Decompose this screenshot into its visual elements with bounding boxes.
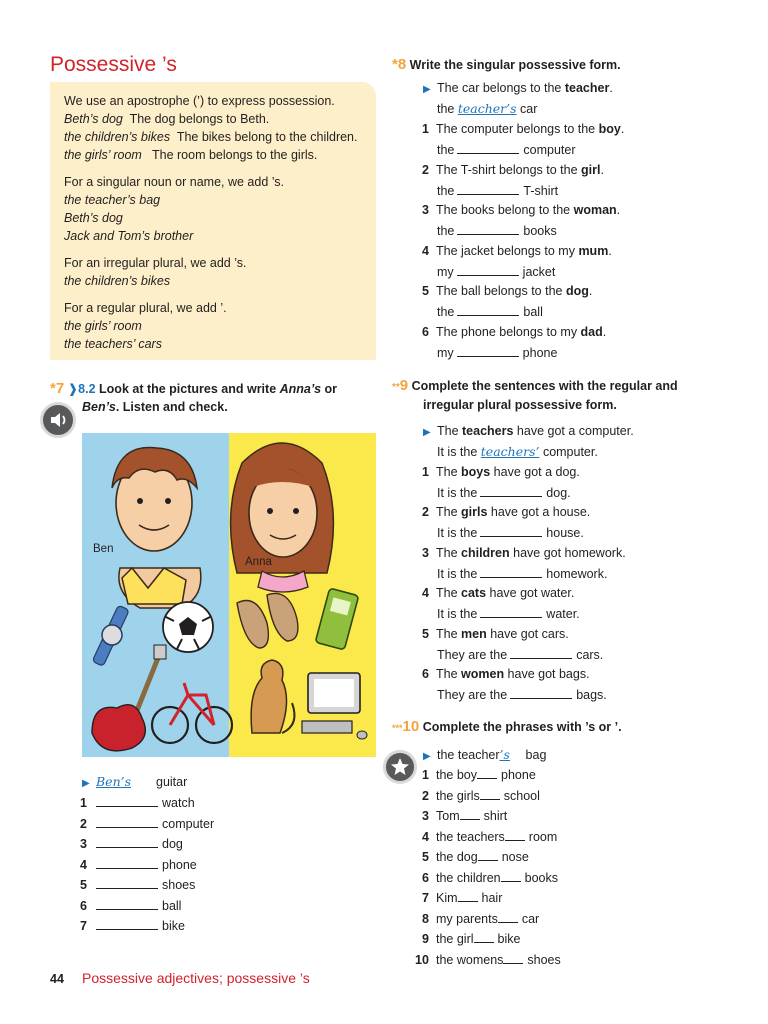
ex7-answer-blank[interactable]	[96, 816, 158, 828]
item-number: 3	[80, 837, 87, 851]
ex9-noun: children	[461, 545, 510, 560]
item-number: 1	[422, 768, 429, 782]
ex9-answer-blank[interactable]	[480, 606, 542, 618]
rule-line	[64, 110, 368, 128]
ex8-answer-blank[interactable]	[457, 264, 519, 276]
ex8-noun: girl	[581, 162, 601, 177]
item-number: 5	[422, 284, 429, 298]
rule-example: Jack and Tom’s brother	[64, 229, 194, 243]
ex7-instruction-a: Look at the pictures and write	[99, 382, 280, 396]
rule-text: We use an apostrophe (’) to express possession.	[64, 94, 335, 108]
rule-line	[64, 335, 368, 353]
ex7-example-row	[82, 774, 187, 789]
ex7-item-word: shoes	[162, 878, 196, 892]
ex7-example-answer: Ben’s	[96, 774, 132, 789]
ex9-instruction-1: Complete the sentences with the regular and	[411, 379, 678, 393]
ex8-det: the	[437, 224, 455, 238]
ex8-obj: ball	[523, 305, 543, 319]
ex10-number: 10	[402, 718, 420, 735]
ex9-answer-row	[437, 485, 571, 500]
ben-picture	[112, 448, 201, 609]
ex10-answer-blank[interactable]	[501, 870, 521, 882]
ex8-answer-row	[437, 264, 555, 279]
ex9-obj: homework.	[546, 566, 608, 581]
ex9-lead: It is the	[437, 607, 478, 621]
ex7-item	[80, 795, 195, 810]
ex10-example-row	[423, 747, 546, 762]
ex8-item	[422, 325, 606, 339]
item-number: 6	[80, 898, 87, 913]
item-number: 4	[422, 586, 429, 600]
rule-line	[64, 299, 368, 317]
ex10-answer-blank[interactable]	[477, 767, 497, 779]
item-number: 2	[422, 788, 429, 803]
item-number: 2	[422, 162, 429, 177]
ex7-star: *	[50, 380, 56, 397]
ex8-item	[422, 163, 604, 177]
ex7-item-word: ball	[162, 898, 182, 913]
ex9-example-row	[423, 424, 634, 438]
rule-line	[64, 317, 368, 335]
ex8-noun: dad	[580, 324, 603, 339]
ex9-post: have got water.	[486, 586, 575, 600]
ex10-item	[422, 808, 507, 823]
item-number: 6	[422, 667, 429, 681]
ex10-answer-blank[interactable]	[480, 788, 500, 800]
ex8-answer-blank[interactable]	[457, 345, 519, 357]
ex10-pre: the children	[436, 870, 501, 885]
ex9-answer-row	[437, 525, 584, 540]
rule-explanation: The dog belongs to Beth.	[122, 112, 270, 126]
ex9-item	[422, 586, 574, 600]
ex8-stop: .	[602, 324, 607, 339]
rule-explanation: The room belongs to the girls.	[141, 148, 318, 162]
ex9-instruction-2: irregular plural possessive form.	[423, 398, 617, 412]
ex7-item	[80, 918, 185, 933]
item-number: 10	[415, 952, 429, 967]
ex10-post: hair	[481, 891, 503, 905]
ex9-lead: It is the	[437, 485, 478, 500]
ex10-answer-blank[interactable]	[460, 808, 480, 820]
rule-explanation: The bikes belong to the children.	[170, 130, 358, 144]
ex9-noun: cats	[461, 586, 487, 600]
ex9-post: have got homework.	[509, 545, 626, 560]
ex7-item	[80, 816, 214, 831]
rule-line	[64, 209, 368, 227]
ex10-post: school	[503, 788, 540, 803]
ex8-obj: computer	[523, 143, 576, 157]
ex8-item	[422, 244, 612, 258]
ex9-example-answer: teachers’	[480, 444, 540, 459]
ex9-example-noun: teachers	[462, 424, 514, 438]
ex9-item	[422, 546, 626, 560]
ex9-pre: The	[436, 667, 462, 681]
ex10-example-post: bag	[525, 748, 547, 762]
ex8-example-det: the	[437, 102, 458, 116]
audio-track-icon: ❱	[67, 382, 79, 396]
ex9-lead: They are the	[437, 688, 508, 702]
ex8-sentence: The T-shirt belongs to the	[436, 162, 581, 177]
rule-example: the children’s bikes	[64, 274, 171, 288]
rule-text: For a regular plural, we add ’.	[64, 301, 227, 315]
ex10-item	[422, 911, 539, 926]
ex9-pre: The	[436, 505, 462, 519]
ex10-item	[422, 870, 558, 885]
ex8-example-obj: car	[516, 102, 538, 116]
ex8-noun: mum	[578, 243, 609, 258]
ex8-stop: .	[588, 284, 593, 298]
ex8-sentence: The phone belongs to my	[436, 324, 581, 339]
ex9-obj: water.	[546, 607, 580, 621]
item-number: 6	[422, 870, 429, 885]
ex8-stop: .	[620, 122, 625, 136]
example-arrow-icon: ▶	[423, 427, 431, 438]
ex10-item	[422, 890, 502, 905]
item-number: 5	[422, 626, 429, 641]
rule-example: the teacher’s bag	[64, 193, 161, 207]
ex8-det: the	[437, 305, 455, 319]
item-number: 9	[422, 932, 429, 946]
ex9-stars: **	[392, 382, 400, 393]
ex10-item	[422, 767, 536, 782]
example-arrow-icon: ▶	[423, 751, 431, 762]
ex8-stop: .	[600, 162, 604, 177]
ex9-obj: house.	[546, 526, 584, 540]
ex8-answer-blank[interactable]	[457, 183, 519, 195]
rule-line	[64, 128, 368, 146]
ex8-det: the	[437, 143, 455, 157]
ex10-answer-blank[interactable]	[478, 849, 498, 861]
ex9-pre: The	[436, 545, 462, 560]
ex8-example-row	[423, 81, 613, 95]
ex9-example-lead: It is the	[437, 445, 481, 459]
ex10-pre: the girls	[436, 788, 480, 803]
ex10-post: books	[524, 870, 558, 885]
rule-text: For an irregular plural, we add ’s.	[64, 256, 247, 270]
ex7-number: 7	[55, 380, 65, 397]
ex7-example-word: guitar	[156, 775, 188, 789]
ex9-post: have got a dog.	[490, 464, 580, 479]
ex10-answer-blank[interactable]	[498, 911, 518, 923]
ex10-pre: the boy	[436, 768, 478, 782]
ex9-post: have got cars.	[486, 626, 569, 641]
ex9-heading	[392, 377, 678, 397]
ball-picture	[163, 602, 213, 652]
ex8-answer-blank[interactable]	[457, 142, 519, 154]
item-number: 2	[422, 505, 429, 519]
rule-example: Beth’s dog	[64, 112, 123, 126]
star-icon	[386, 753, 414, 781]
ex8-item	[422, 122, 624, 136]
ex9-answer-blank[interactable]	[510, 687, 572, 699]
ex7-heading	[50, 380, 337, 398]
ex10-stars: ***	[392, 723, 403, 733]
ex10-pre: the dog	[436, 850, 478, 864]
ex9-post: have got a house.	[487, 505, 591, 519]
ex8-noun: boy	[598, 122, 621, 136]
rule-example: the children’s bikes	[64, 130, 171, 144]
ex8-answer-row	[437, 183, 558, 198]
ex7-anna: Anna’s	[279, 382, 322, 396]
ex9-lead: They are the	[437, 647, 508, 662]
ex7-answer-blank[interactable]	[96, 857, 158, 869]
ex9-item	[422, 465, 580, 479]
ex8-instruction: Write the singular possessive form.	[409, 58, 621, 72]
ex8-item	[422, 284, 592, 298]
ex10-pre: the teachers	[436, 829, 505, 844]
ex8-heading	[392, 56, 621, 74]
ex7-answer-blank[interactable]	[96, 898, 158, 910]
ex9-obj: cars.	[576, 647, 604, 662]
grammar-rule-box	[50, 82, 376, 360]
ex10-heading	[392, 718, 622, 737]
ex10-item	[422, 788, 540, 803]
rule-gap	[64, 164, 368, 173]
ex8-noun: woman	[573, 203, 617, 217]
item-number: 3	[422, 809, 429, 823]
ex9-pre: The	[436, 626, 462, 641]
ex10-post: car	[521, 911, 540, 926]
ex7-instruction-b: . Listen and check.	[115, 400, 228, 414]
ex7-item-word: computer	[162, 816, 215, 831]
rule-line	[64, 227, 368, 245]
ex10-item	[422, 829, 557, 844]
ex8-example-sentence: The car belongs to the	[437, 81, 565, 95]
ex9-answer-blank[interactable]	[510, 647, 572, 659]
ex10-post: shirt	[483, 809, 508, 823]
ex8-obj: phone	[522, 345, 558, 360]
ex9-answer-blank[interactable]	[480, 525, 542, 537]
ex9-noun: men	[461, 626, 487, 641]
rule-example: the girls’ room	[64, 148, 142, 162]
item-number: 5	[80, 878, 87, 892]
ex9-answer-blank[interactable]	[480, 485, 542, 497]
ex9-item	[422, 505, 590, 519]
rule-text: For a singular noun or name, we add ’s.	[64, 175, 285, 189]
ex9-obj: bags.	[576, 688, 607, 702]
rule-line	[64, 146, 368, 164]
item-number: 1	[80, 796, 87, 810]
rule-line	[64, 254, 368, 272]
ex9-noun: girls	[461, 505, 488, 519]
ex8-obj: books	[523, 224, 557, 238]
ex8-number: 8	[397, 56, 407, 73]
ben-anna-illustration	[82, 433, 376, 757]
ex8-det: my	[437, 264, 454, 279]
ex10-answer-blank[interactable]	[505, 829, 525, 841]
item-number: 5	[422, 850, 429, 864]
ex8-answer-row	[437, 223, 557, 238]
anna-label: Anna	[245, 556, 272, 568]
ex9-pre: The	[436, 464, 462, 479]
ex8-answer-row	[437, 304, 543, 319]
ex9-example-pre: The	[437, 424, 463, 438]
ex10-post: shoes	[527, 952, 561, 967]
rule-example: Beth’s dog	[64, 211, 123, 225]
ex8-noun: dog	[565, 284, 589, 298]
ex10-post: bike	[497, 932, 521, 946]
ex10-answer-blank[interactable]	[458, 890, 478, 902]
speaker-icon	[43, 405, 73, 435]
ex10-pre: Tom	[436, 809, 460, 823]
ex7-item-word: watch	[162, 796, 195, 810]
ex10-post: phone	[501, 768, 536, 782]
ex7-item	[80, 877, 195, 892]
page-title: Possessive ’s	[50, 53, 177, 76]
rule-gap	[64, 245, 368, 254]
ben-label: Ben	[93, 543, 114, 555]
ex8-example-answer: teacher’s	[457, 101, 517, 116]
ex8-answer-row	[437, 345, 557, 360]
ex8-sentence: The computer belongs to the	[436, 122, 599, 136]
ex10-item	[415, 952, 561, 967]
rule-gap	[64, 290, 368, 299]
ex7-answer-blank[interactable]	[96, 836, 158, 848]
ex9-answer-row	[437, 566, 607, 581]
ex8-example-answer-row	[437, 101, 537, 116]
rule-line	[64, 272, 368, 290]
item-number: 3	[422, 545, 429, 560]
item-number: 4	[80, 857, 87, 872]
ex8-item	[422, 203, 620, 217]
ex10-instruction: Complete the phrases with ’s or ’.	[422, 720, 622, 734]
ex10-pre: the girl	[436, 932, 474, 946]
ex10-post: room	[528, 829, 558, 844]
anna-picture	[231, 443, 334, 592]
ex9-answer-blank[interactable]	[480, 566, 542, 578]
ex7-answer-blank[interactable]	[96, 918, 158, 930]
ex10-post: nose	[501, 850, 529, 864]
ex7-item-word: bike	[162, 919, 185, 933]
item-number: 7	[422, 891, 429, 905]
ex10-pre: the womens	[436, 952, 504, 967]
ex9-example-obj: computer.	[539, 445, 598, 459]
ex9-pre: The	[436, 586, 462, 600]
ex9-answer-row	[437, 606, 580, 621]
ex10-item	[422, 849, 529, 864]
item-number: 1	[422, 464, 429, 479]
ex8-answer-blank[interactable]	[457, 304, 519, 316]
ex9-answer-row	[437, 687, 607, 702]
ex8-star: *	[392, 56, 398, 73]
ex9-example-post: have got a computer.	[513, 424, 634, 438]
ex10-pre: my parents	[436, 911, 498, 926]
ex7-item	[80, 898, 181, 913]
ex10-pre: Kim	[436, 891, 458, 905]
item-number: 4	[422, 829, 429, 844]
grammar-rules	[64, 92, 368, 353]
ex7-answer-blank[interactable]	[96, 877, 158, 889]
rule-line	[64, 173, 368, 191]
item-number: 3	[422, 203, 429, 217]
ex7-or: or	[321, 382, 338, 396]
rule-example: the girls’ room	[64, 319, 142, 333]
rule-line	[64, 92, 368, 110]
ex9-item	[422, 667, 590, 681]
footer-title: Possessive adjectives; possessive ’s	[82, 970, 310, 986]
ex7-item	[80, 836, 183, 851]
ex9-lead: It is the	[437, 526, 478, 540]
item-number: 4	[422, 243, 429, 258]
ex10-example-answer: ’s	[499, 747, 510, 762]
audio-play-button[interactable]	[40, 402, 76, 438]
ex8-det: the	[437, 183, 455, 198]
ex8-sentence: The books belong to the	[436, 203, 574, 217]
example-arrow-icon: ▶	[82, 778, 90, 789]
item-number: 1	[422, 122, 429, 136]
ex9-answer-row	[437, 647, 603, 662]
ex9-noun: boys	[461, 464, 491, 479]
ex8-det: my	[437, 345, 454, 360]
ex7-item	[80, 857, 197, 872]
ex9-noun: women	[461, 667, 505, 681]
ex8-obj: T-shirt	[523, 183, 559, 198]
ex9-number: 9	[399, 377, 409, 394]
item-number: 2	[80, 816, 87, 831]
ex8-stop: .	[616, 203, 621, 217]
ex8-answer-blank[interactable]	[457, 223, 519, 235]
ex7-heading-line2	[82, 398, 228, 416]
ex9-obj: dog.	[546, 485, 571, 500]
ex8-sentence: The jacket belongs to my	[436, 243, 579, 258]
ex8-stop: .	[608, 243, 612, 258]
ex7-ben: Ben’s	[82, 400, 116, 414]
ex10-item	[422, 931, 520, 946]
ex10-answer-blank[interactable]	[503, 952, 523, 964]
ex9-lead: It is the	[437, 566, 478, 581]
ex10-example-pre: the teacher	[437, 748, 500, 762]
ex7-answer-blank[interactable]	[96, 795, 158, 807]
ex9-post: have got bags.	[504, 667, 590, 681]
item-number: 6	[422, 324, 429, 339]
ex8-example-noun: teacher	[564, 81, 610, 95]
ex8-example-stop: .	[609, 81, 613, 95]
ex9-item	[422, 627, 569, 641]
ex8-obj: jacket	[522, 264, 556, 279]
rule-example: the teachers’ cars	[64, 337, 162, 351]
ex8-sentence: The ball belongs to the	[436, 284, 566, 298]
ex8-answer-row	[437, 142, 576, 157]
item-number: 7	[80, 919, 87, 933]
page-number: 44	[50, 972, 64, 986]
rule-line	[64, 191, 368, 209]
item-number: 8	[422, 911, 429, 926]
ex7-item-word: phone	[162, 857, 197, 872]
ex7-item-word: dog	[162, 837, 183, 851]
ex10-answer-blank[interactable]	[474, 931, 494, 943]
ex9-example-answer-row	[437, 444, 598, 459]
ex7-track: 8.2	[78, 382, 96, 396]
example-arrow-icon: ▶	[423, 84, 431, 95]
challenge-star-badge	[383, 750, 417, 784]
